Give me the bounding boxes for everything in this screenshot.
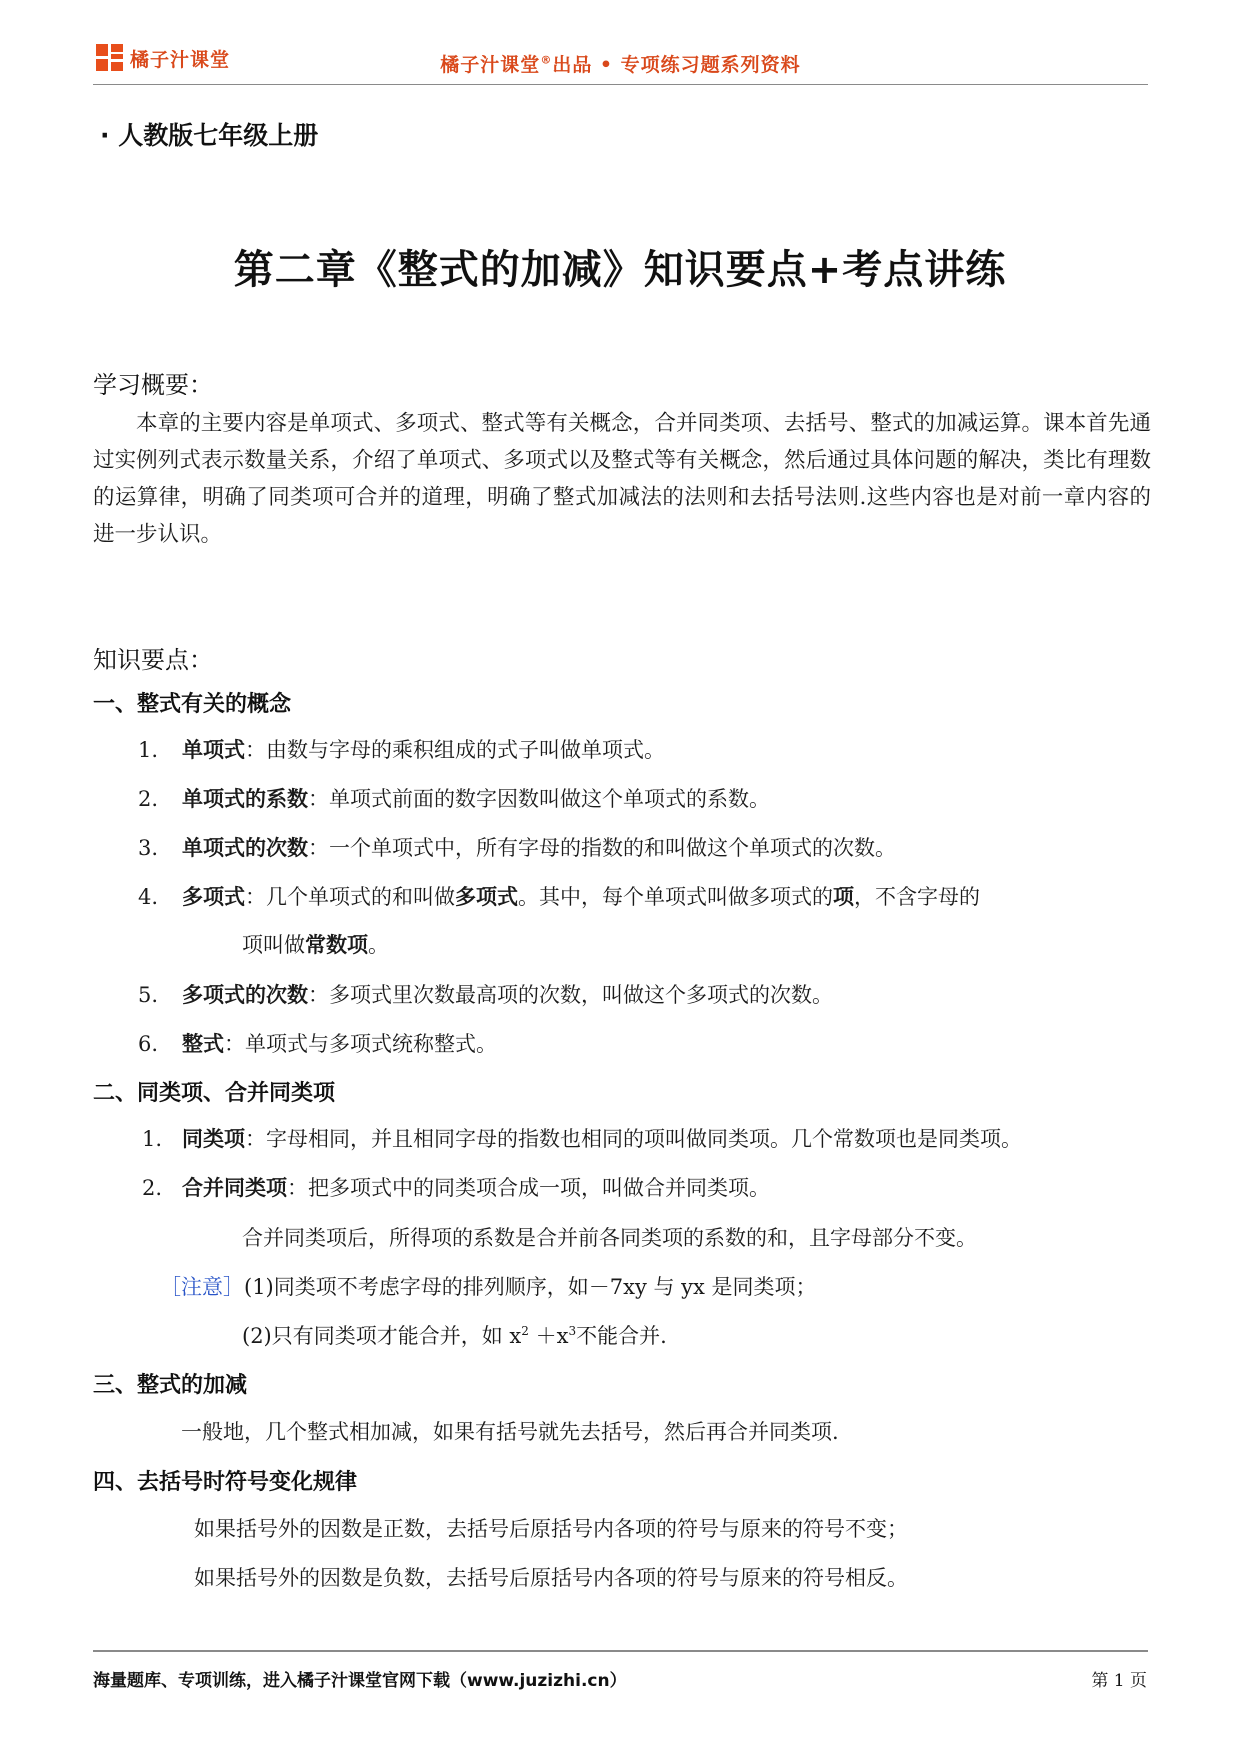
overview-text: 本章的主要内容是单项式、多项式、整式等有关概念，合并同类项、去括号、整式的加减运算。课本首先通过实例列式表示数量关系，介绍了单项式、多项式以及整式等有关概念，然后通过具体问题的解决，类比有理数的运算律，明确了同类项可合并的道理，明确了整式加减法的法则和去括号法则.这些内容也是对前一章内容的进一步认识。: [93, 411, 1151, 547]
knowledge-heading: 知识要点：: [93, 646, 213, 674]
grade-label: · 人教版七年级上册: [100, 121, 319, 150]
section3-title: 三、整式的加减: [93, 1373, 248, 1398]
list-item: 3. 单项式的次数：一个单项式中，所有字母的指数的和叫做这个单项式的次数。: [138, 836, 896, 860]
list-item: 4. 多项式：几个单项式的和叫做多项式。其中，每个单项式叫做多项式的项，不含字母的: [138, 885, 980, 909]
section1-title: 一、整式有关的概念: [93, 692, 292, 717]
note-label: ［注意］: [160, 1275, 244, 1299]
list-item: 2. 单项式的系数：单项式前面的数字因数叫做这个单项式的系数。: [138, 787, 770, 811]
page-title: 第二章《整式的加减》知识要点+考点讲练: [233, 247, 1007, 293]
list-item-continuation: 项叫做常数项。: [242, 933, 389, 957]
section2-title: 二、同类项、合并同类项: [93, 1081, 336, 1106]
list-item: 1. 同类项：字母相同，并且相同字母的指数也相同的项叫做同类项。几个常数项也是同类项。: [142, 1127, 1022, 1151]
overview-heading: 学习概要：: [93, 371, 213, 399]
page-number: 第 1 页: [1091, 1671, 1147, 1691]
section4-title: 四、去括号时符号变化规律: [93, 1470, 358, 1495]
section3-text: 一般地，几个整式相加减，如果有括号就先去括号，然后再合并同类项.: [181, 1420, 839, 1444]
logo-text: 橘子汁课堂: [130, 48, 231, 71]
footer-link-text: 海量题库、专项训练，进入橘子汁课堂官网下载（www.juzizhi.cn）: [93, 1671, 627, 1691]
header-title: 橘子汁课堂®出品 • 专项练习题系列资料: [440, 53, 801, 76]
list-item: 1. 单项式：由数与字母的乘积组成的式子叫做单项式。: [138, 738, 665, 762]
page-header: [93, 36, 1148, 85]
merge-rule: 合并同类项后，所得项的系数是合并前各同类项的系数的和，且字母部分不变。: [242, 1226, 977, 1250]
list-item: 5. 多项式的次数：多项式里次数最高项的次数，叫做这个多项式的次数。: [138, 983, 833, 1007]
footer-divider: [93, 1650, 1148, 1652]
note-line-2: (2)只有同类项才能合并，如 $x^2 +x^3$不能合并.: [242, 1324, 667, 1348]
section4-line-1: 如果括号外的因数是正数，去括号后原括号内各项的符号与原来的符号不变；: [194, 1517, 908, 1541]
note-line-1: ［注意］(1)同类项不考虑字母的排列顺序，如－7xy 与 yx 是同类项；: [160, 1275, 817, 1299]
list-item: 2. 合并同类项：把多项式中的同类项合成一项，叫做合并同类项。: [142, 1176, 770, 1200]
list-item: 6. 整式：单项式与多项式统称整式。: [138, 1032, 497, 1056]
section4-line-2: 如果括号外的因数是负数，去括号后原括号内各项的符号与原来的符号相反。: [194, 1566, 908, 1590]
